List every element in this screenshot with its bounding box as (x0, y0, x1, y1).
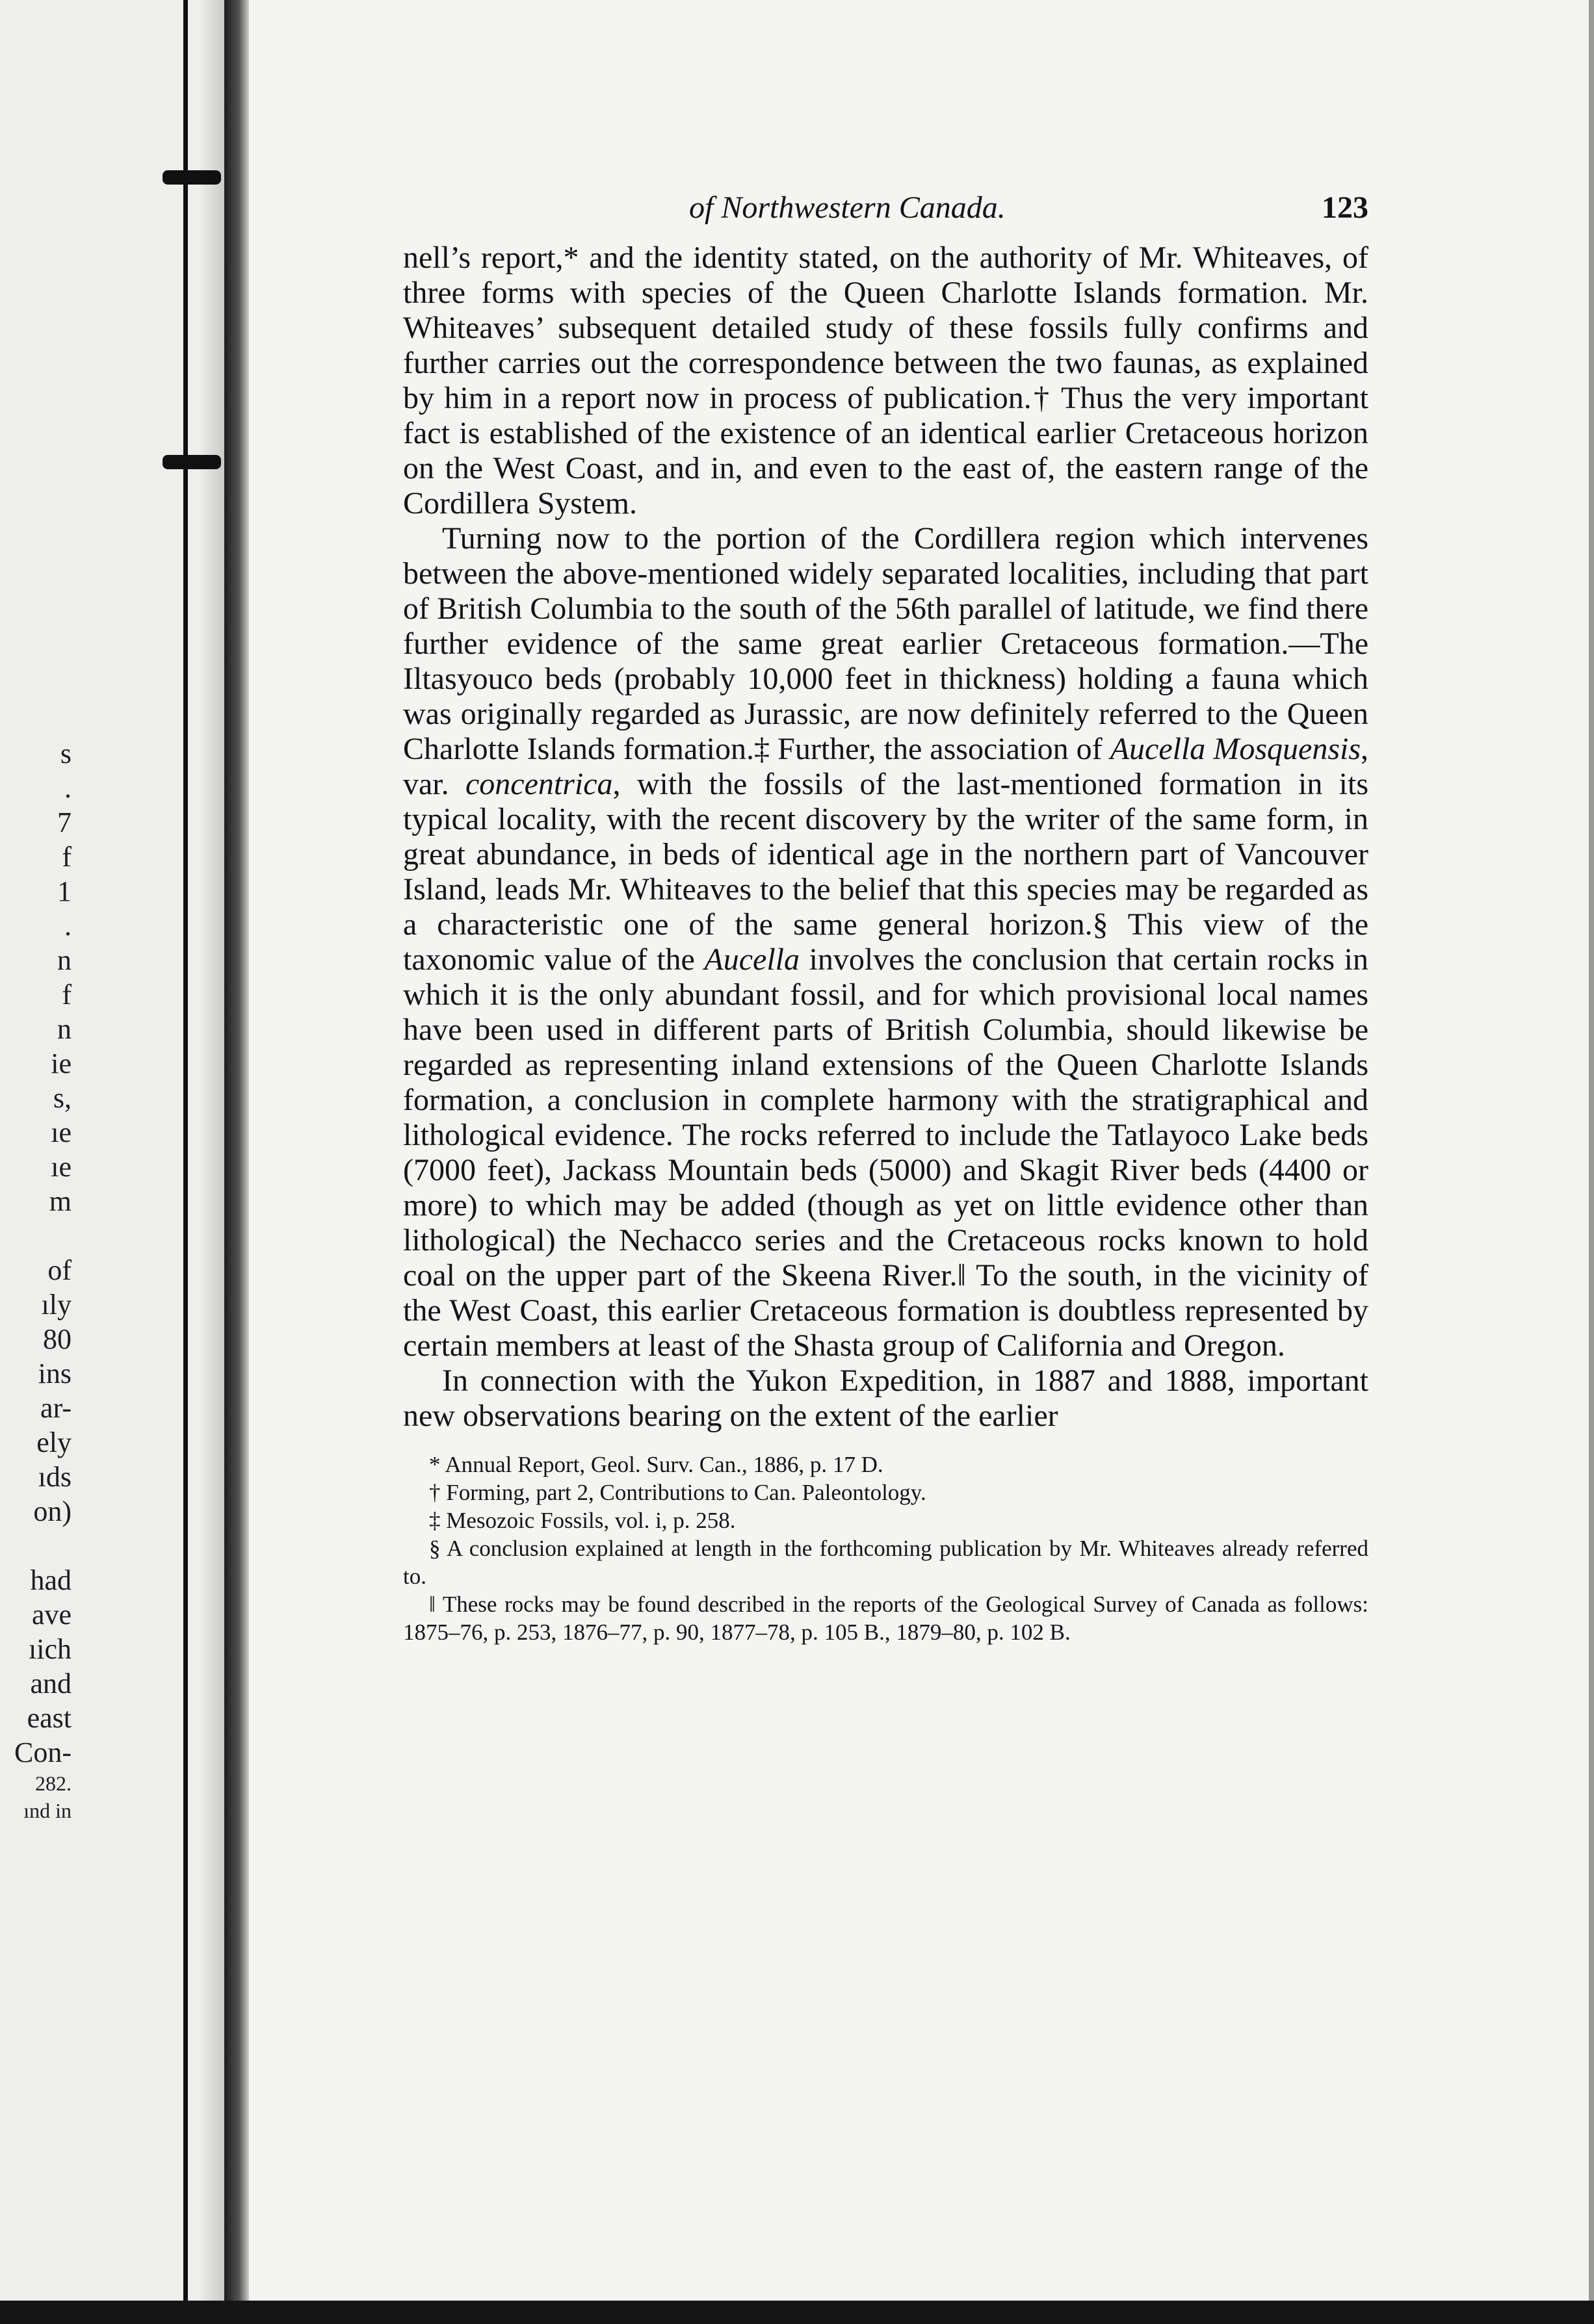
footnotes (403, 1451, 1368, 1646)
left-page-fragment: ave (31, 1599, 72, 1631)
left-page-fragment: and (30, 1668, 72, 1699)
left-page-fragment: ınd in (23, 1799, 72, 1822)
page-123 (403, 182, 1368, 1646)
left-page-text-fragments (0, 702, 72, 1824)
left-page-fragment: s, (53, 1082, 72, 1114)
left-page-edge (0, 0, 224, 2324)
footnote: * Annual Report, Geol. Surv. Can., 1886, p. 17 D. (429, 1452, 883, 1477)
left-page-fragment: ıe (51, 1117, 72, 1148)
book-gutter (224, 0, 249, 2324)
left-page-fragment: f (62, 841, 72, 873)
left-page-fragment: . (64, 910, 72, 942)
footnote: † Forming, part 2, Contributions to Can. Paleontology. (429, 1480, 926, 1505)
left-page-fragment: 7 (57, 807, 72, 838)
italic-text: Aucella Mosquensis (1110, 732, 1361, 766)
body-text (403, 240, 1368, 1434)
page-header (403, 182, 1368, 240)
footnote: ‡ Mesozoic Fossils, vol. i, p. 258. (429, 1508, 736, 1533)
left-page-fragment: n (57, 1013, 72, 1045)
left-page-fragment: of (47, 1254, 72, 1286)
paragraph-text: , var. (403, 732, 1369, 801)
italic-text: Aucella (704, 942, 800, 977)
running-head: of Northwestern Canada. (689, 190, 1006, 225)
left-page-fragment: f (62, 979, 72, 1011)
left-page-fragment: ıich (29, 1633, 72, 1665)
paragraph-text: involves the conclusion that certain rocks in which it is the only abundant fossil, and for which provisional local names have been used in different parts of British Columbia, should likewise be regarded as representing inland extensions of the Queen Charlotte Islands formation, a conclusion in complete harmony with the stratigraphical and lithological evidence. The rocks referred to include the Tatlayoco Lake beds (7000 feet), Jackass Mountain beds (5000) and Skagit River beds (4400 or more) to which may be added (though as yet on little evidence other than lithological) the Nechacco series and the Cretaceous rocks known to hold coal on the upper part of the Skeena River.‖ To the south, in the vicinity of the West Coast, this earlier Cretaceous formation is doubtless represented by certain members at least of the Shasta group of California and Oregon. (403, 942, 1369, 1363)
footnote: § A conclusion explained at length in the forthcoming publication by Mr. Whiteaves already referred to. (403, 1536, 1368, 1589)
left-page-fragment: . (64, 772, 72, 804)
left-page-shadow (198, 0, 224, 2324)
left-page-fragment: ar- (40, 1392, 72, 1424)
left-page-fragment: 282. (35, 1772, 72, 1795)
left-page-fragment (0, 1529, 72, 1563)
body-paragraph (403, 240, 1368, 521)
left-page-fragment: ins (38, 1358, 72, 1389)
left-page-fragment: ely (36, 1427, 72, 1458)
left-page-fragment: n (57, 944, 72, 976)
scan-bottom-border (0, 2301, 1594, 2324)
left-page-fragment: 80 (43, 1323, 72, 1355)
left-page-fragment: on) (33, 1495, 72, 1527)
left-page-fragment: ıds (38, 1461, 72, 1493)
binding-line (183, 0, 188, 2324)
left-page-fragment (0, 702, 72, 736)
paragraph-text: , with the fossils of the last-mentioned formation in its typical locality, with the recent discovery by the writer of the same form, in great abundance, in beds of identical age in the northern part of Vancouver Island, leads Mr. Whiteaves to the belief that this species may be regarded as a characteristic one of the same general horizon.§ This view of the taxonomic value of the (403, 767, 1368, 977)
paragraph-text: nell’s report,* and the identity stated, on the authority of Mr. Whiteaves, of three forms with species of the Queen Charlotte Islands formation. Mr. Whiteaves’ subsequent detailed study of these fossils fully confirms and further carries out the correspondence between the two faunas, as explained by him in a report now in process of publication.† Thus the very important fact is established of the existence of an identical earlier Cretaceous horizon on the West Coast, and in, and even to the east of, the eastern range of the Cordillera System. (403, 240, 1368, 521)
left-page-fragment (0, 1219, 72, 1253)
left-page-fragment: ie (51, 1048, 72, 1079)
right-page-edge (1589, 0, 1594, 2324)
left-page-fragment: s (60, 738, 72, 769)
paragraph-text: In connection with the Yukon Expedition, in 1887 and 1888, important new observations bearing on the extent of the earlier (403, 1363, 1368, 1433)
left-page-fragment: 1 (57, 875, 72, 907)
left-page-fragment: Con- (14, 1737, 72, 1768)
footnote: ‖ These rocks may be found described in the reports of the Geological Survey of Canada as follows: 1875–76, p. 253, 1876–77, p. 90, 1877–78, p. 105 B., 1879–80, p. 102 B. (403, 1592, 1368, 1645)
left-page-fragment: ıly (41, 1289, 72, 1321)
page-number: 123 (1322, 190, 1368, 225)
left-page-fragment: east (27, 1702, 72, 1734)
body-paragraph (403, 521, 1368, 1363)
paragraph-text: Turning now to the portion of the Cordillera region which intervenes between the above-mentioned widely separated localities, including that part of British Columbia to the south of the 56th parallel of latitude, we find there further evidence of the same great earlier Cretaceous formation.—The Iltasyouco beds (probably 10,000 feet in thickness) holding a fauna which was originally regarded as Jurassic, are now definitely referred to the Queen Charlotte Islands formation.‡ Further, the association of (403, 521, 1368, 766)
body-paragraph (403, 1363, 1368, 1434)
italic-text: concentrica (465, 767, 613, 801)
left-page-fragment: m (49, 1185, 72, 1217)
left-page-fragment: had (30, 1564, 72, 1596)
left-page-fragment: ıe (51, 1151, 72, 1183)
